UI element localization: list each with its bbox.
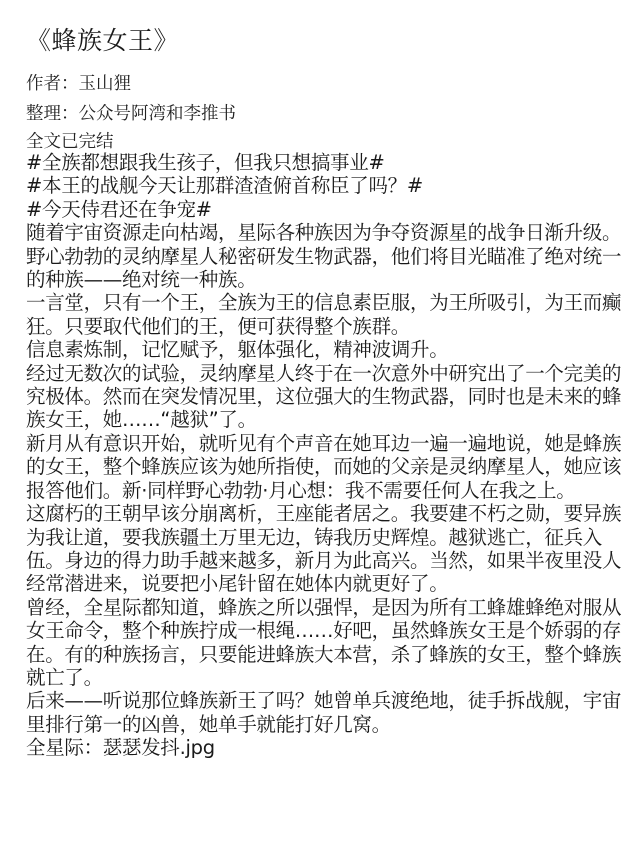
author-line: 作者：玉山狸 — [26, 74, 131, 94]
tag-line-2: #本王的战舰今天让那群渣渣俯首称臣了吗？# — [26, 174, 423, 198]
tag-line-3: #今天侍君还在争宠# — [26, 197, 212, 221]
synopsis-paragraph-3: 信息素炼制，记忆赋予，躯体强化，精神波调升。 — [26, 338, 449, 362]
synopsis-paragraph-6: 这腐朽的王朝早该分崩离析，王座能者居之。我要建不朽之勋，要异族为我让道，要我族疆土万里无边，铸我历史辉煌。越狱逃亡，征兵入伍。身边的得力助手越来越多，新月为此高兴。当然，如果半夜里没人经常潜进来，说要把小尾针留在她体内就更好了。 — [26, 502, 622, 596]
synopsis-paragraph-4: 经过无数次的试验，灵纳摩星人终于在一次意外中研究出了一个完美的究极体。然而在突发情况里，这位强大的生物武器，同时也是未来的蜂族女王，她……“越狱”了。 — [26, 361, 622, 432]
tag-line-1: #全族都想跟我生孩子，但我只想搞事业# — [26, 151, 385, 174]
synopsis-paragraph-1: 随着宇宙资源走向枯竭，星际各种族因为争夺资源星的战争日渐升级。野心勃勃的灵纳摩星人秘密研发生物武器，他们将目光瞄准了绝对统一的种族——绝对统一种族。 — [26, 221, 622, 292]
synopsis-paragraph-2: 一言堂，只有一个王，全族为王的信息素臣服，为王所吸引，为王而癫狂。只要取代他们的王，便可获得整个族群。 — [26, 291, 622, 338]
synopsis-paragraph-7: 曾经，全星际都知道，蜂族之所以强悍，是因为所有工蜂雄蜂绝对服从女王命令，整个种族拧成一根绳……好吧，虽然蜂族女王是个娇弱的存在。有的种族扬言，只要能进蜂族大本营，杀了蜂族的女王，整个蜂族就亡了。 — [26, 595, 622, 689]
book-title: 《蜂族女王》 — [26, 26, 180, 55]
synopsis-paragraph-9: 全星际：瑟瑟发抖.jpg — [26, 736, 215, 760]
editor-line: 整理：公众号阿湾和李推书 — [26, 104, 236, 124]
status-line: 全文已完结 — [26, 132, 114, 152]
synopsis-paragraph-8: 后来——听说那位蜂族新王了吗？她曾单兵渡绝地，徒手拆战舰，宇宙里排行第一的凶兽，她单手就能打好几窝。 — [26, 689, 622, 736]
synopsis-body — [26, 151, 634, 760]
synopsis-paragraph-5: 新月从有意识开始，就听见有个声音在她耳边一遍一遍地说，她是蜂族的女王，整个蜂族应该为她所指使，而她的父亲是灵纳摩星人，她应该报答他们。新·同样野心勃勃·月心想：我不需要任何人在我之上。 — [26, 431, 622, 502]
